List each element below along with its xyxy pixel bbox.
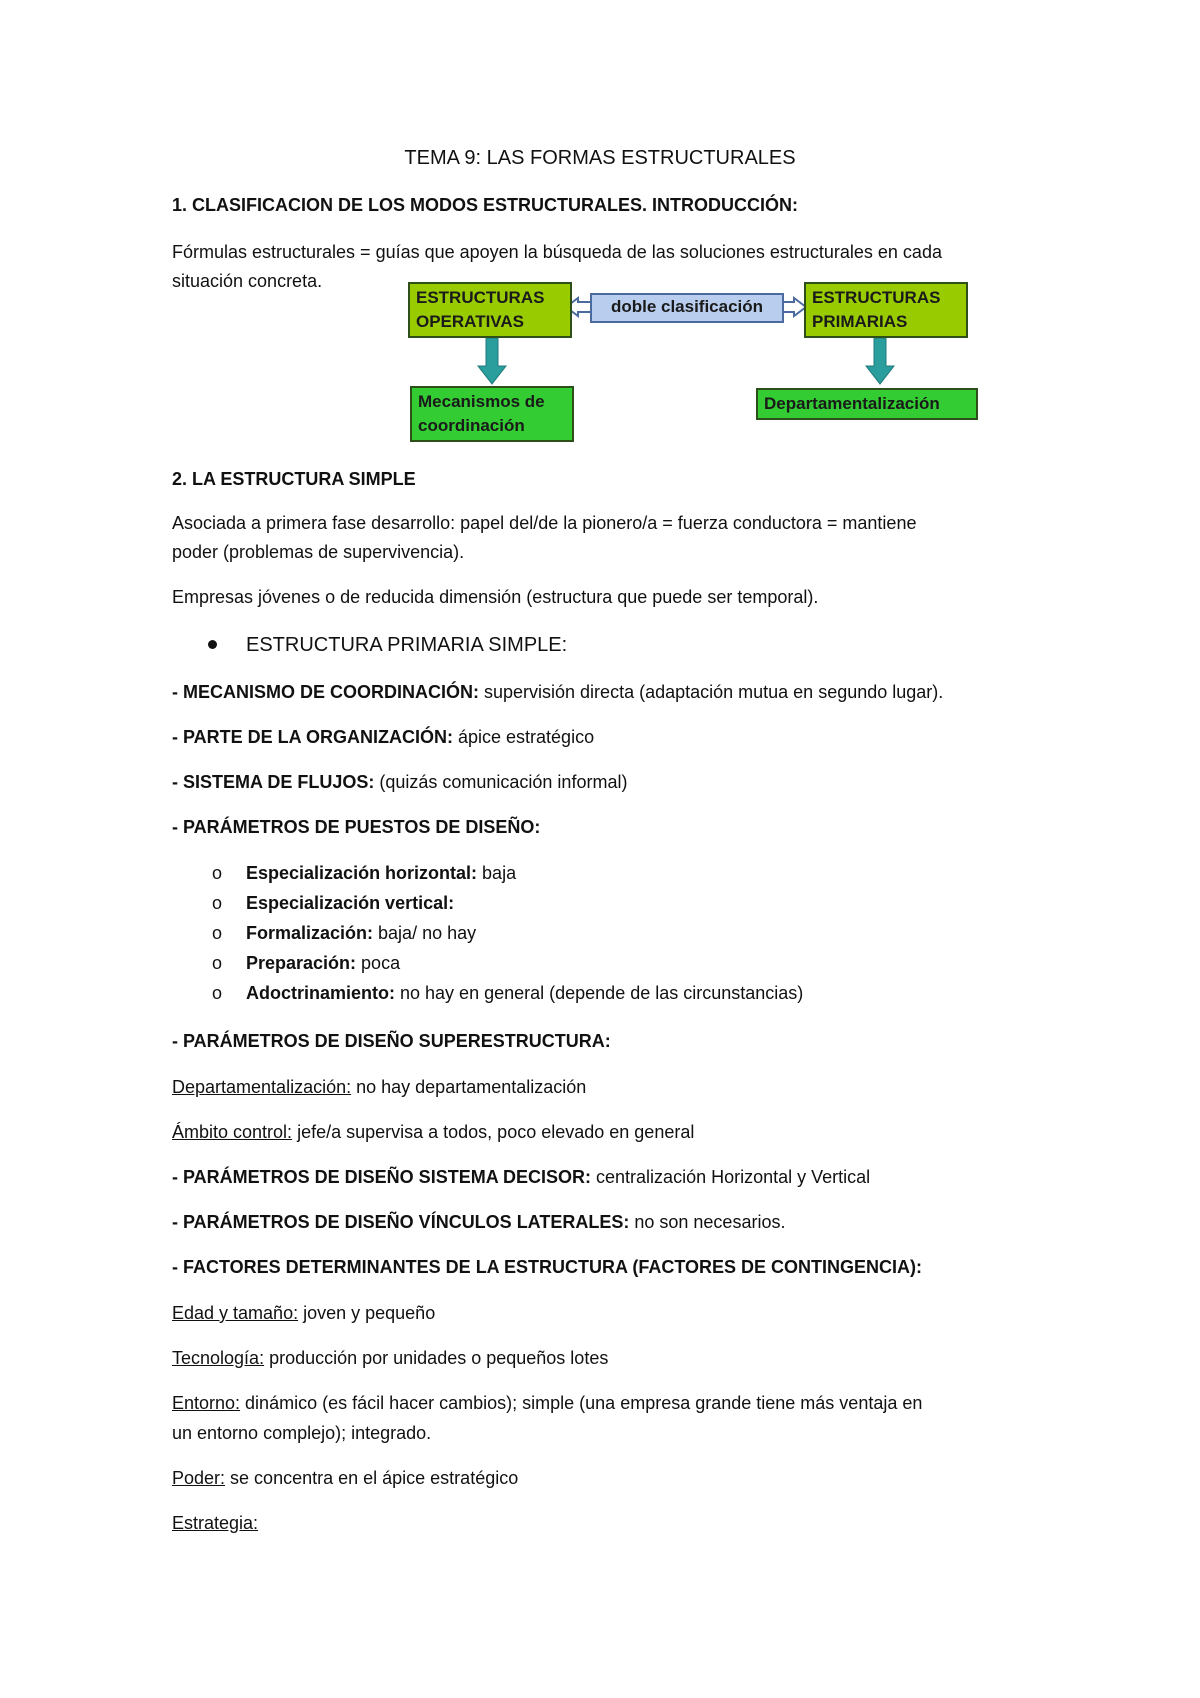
factores-heading: - FACTORES DETERMINANTES DE LA ESTRUCTURA (FACTORES DE CONTINGENCIA): — [172, 1257, 923, 1277]
box-right-line-2: PRIMARIAS — [812, 312, 908, 331]
poder-line — [172, 1463, 518, 1493]
list-marker: o — [212, 953, 223, 973]
list-marker: o — [212, 923, 223, 943]
list-item-value: baja — [477, 863, 517, 883]
bullet-estructura-primaria-simple: ESTRUCTURA PRIMARIA SIMPLE: — [246, 634, 568, 656]
box-bottom-left-line-2: coordinación — [418, 416, 525, 435]
ambito-value: jefe/a supervisa a todos, poco elevado en general — [292, 1122, 695, 1142]
list-item-value: no hay en general (depende de las circunstancias) — [395, 983, 804, 1003]
entorno-label: Entorno: — [172, 1393, 241, 1413]
section-2-p2: Empresas jóvenes o de reducida dimensión (estructura que puede ser temporal). — [172, 587, 819, 607]
box-departamentalizacion: Departamentalización — [756, 388, 978, 420]
list-item — [246, 948, 400, 978]
vinculos-laterales-line — [172, 1207, 785, 1237]
laterales-label: - PARÁMETROS DE DISEÑO VÍNCULOS LATERALES: — [172, 1212, 630, 1232]
parte-value: ápice estratégico — [453, 727, 595, 747]
parte-organizacion-line — [172, 722, 594, 752]
section-2-p1-line-1: Asociada a primera fase desarrollo: papel del/de la pionero/a = fuerza conductora = mantiene — [172, 513, 917, 533]
parte-label: - PARTE DE LA ORGANIZACIÓN: — [172, 727, 453, 747]
depto-value: no hay departamentalización — [351, 1077, 587, 1097]
ambito-control-line — [172, 1117, 694, 1147]
flujos-label: - SISTEMA DE FLUJOS: — [172, 772, 375, 792]
sistema-flujos-line — [172, 767, 627, 797]
edad-label: Edad y tamaño: — [172, 1303, 299, 1323]
parametros-puestos-heading: - PARÁMETROS DE PUESTOS DE DISEÑO: — [172, 817, 541, 837]
list-marker: o — [212, 983, 223, 1003]
entorno-value-1: dinámico (es fácil hacer cambios); simple (una empresa grande tiene más ventaja en — [240, 1393, 923, 1413]
box-bottom-left-line-1: Mecanismos de — [418, 392, 545, 411]
list-marker: o — [212, 893, 223, 913]
list-item-label: Especialización horizontal: — [246, 863, 478, 883]
departamentalizacion-line — [172, 1072, 586, 1102]
section-1-text-line-2: situación concreta. — [172, 271, 323, 291]
box-mecanismos-coordinacion — [410, 386, 574, 442]
list-item — [246, 858, 516, 888]
box-doble-clasificacion: doble clasificación — [590, 293, 784, 323]
entorno-line-2: un entorno complejo); integrado. — [172, 1423, 432, 1443]
section-1-text-line-1: Fórmulas estructurales = guías que apoyen la búsqueda de las soluciones estructurales en cada — [172, 242, 942, 262]
arrow-down-left — [478, 338, 506, 384]
estrategia-label: Estrategia: — [172, 1513, 259, 1533]
laterales-value: no son necesarios. — [629, 1212, 786, 1232]
list-item-label: Preparación: — [246, 953, 357, 973]
mecanismo-label: - MECANISMO DE COORDINACIÓN: — [172, 682, 479, 702]
superestructura-heading: - PARÁMETROS DE DISEÑO SUPERESTRUCTURA: — [172, 1031, 611, 1051]
section-2-heading: 2. LA ESTRUCTURA SIMPLE — [172, 469, 416, 489]
decisor-label: - PARÁMETROS DE DISEÑO SISTEMA DECISOR: — [172, 1167, 592, 1187]
list-item-label: Especialización vertical: — [246, 893, 455, 913]
arrow-right-connector — [782, 298, 806, 316]
bullet-icon — [208, 640, 217, 649]
box-left-line-1: ESTRUCTURAS — [416, 288, 545, 307]
box-right-line-1: ESTRUCTURAS — [812, 288, 941, 307]
list-marker: o — [212, 863, 223, 883]
mecanismo-coordinacion-line — [172, 677, 943, 707]
flujos-value: (quizás comunicación informal) — [374, 772, 628, 792]
list-item — [246, 978, 803, 1008]
page-title: TEMA 9: LAS FORMAS ESTRUCTURALES — [404, 147, 796, 169]
section-1-heading: 1. CLASIFICACION DE LOS MODOS ESTRUCTURALES. INTRODUCCIÓN: — [172, 195, 799, 215]
mecanismo-value: supervisión directa (adaptación mutua en segundo lugar). — [479, 682, 944, 702]
sistema-decisor-line — [172, 1162, 870, 1192]
box-left-line-2: OPERATIVAS — [416, 312, 524, 331]
arrow-down-right — [866, 338, 894, 384]
list-item — [246, 888, 454, 918]
list-item-value: baja/ no hay — [373, 923, 477, 943]
list-item — [246, 918, 476, 948]
poder-value: se concentra en el ápice estratégico — [225, 1468, 519, 1488]
box-estructuras-primarias — [804, 282, 968, 338]
box-estructuras-operativas — [408, 282, 572, 338]
tecno-label: Tecnología: — [172, 1348, 265, 1368]
poder-label: Poder: — [172, 1468, 226, 1488]
ambito-label: Ámbito control: — [172, 1122, 293, 1142]
list-item-label: Adoctrinamiento: — [246, 983, 396, 1003]
decisor-value: centralización Horizontal y Vertical — [591, 1167, 871, 1187]
list-item-label: Formalización: — [246, 923, 374, 943]
edad-value: joven y pequeño — [298, 1303, 436, 1323]
depto-label: Departamentalización: — [172, 1077, 352, 1097]
tecnologia-line — [172, 1343, 608, 1373]
list-item-value: poca — [356, 953, 401, 973]
section-2-p1-line-2: poder (problemas de supervivencia). — [172, 542, 465, 562]
tecno-value: producción por unidades o pequeños lotes — [264, 1348, 609, 1368]
entorno-line-1 — [172, 1388, 922, 1418]
edad-tamano-line — [172, 1298, 435, 1328]
